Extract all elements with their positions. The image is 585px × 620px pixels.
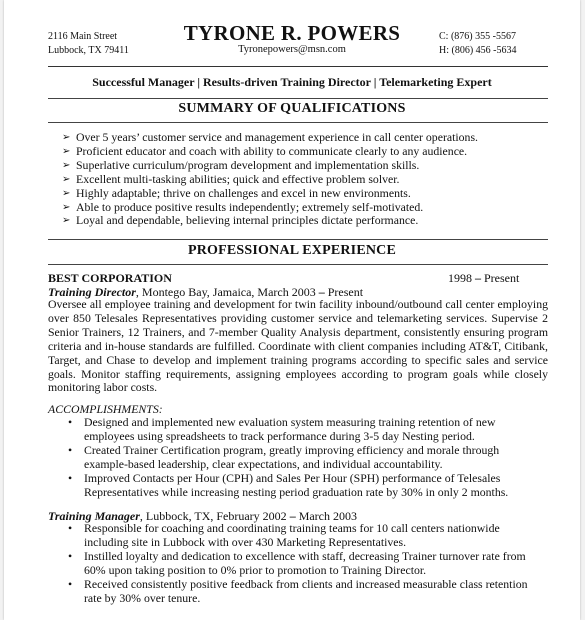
list-item: • Created Trainer Certification program, greatly improving efficiency and morale through example-based leadership, clear expectations, and individual accountability.: [68, 442, 500, 471]
manager-bullets: [68, 522, 538, 605]
header-divider: [48, 66, 548, 67]
bullet-icon: •: [68, 442, 73, 457]
arrow-right-icon: ➢: [62, 201, 71, 213]
summary-bottom-rule: [48, 122, 548, 123]
arrow-right-icon: ➢: [62, 173, 71, 185]
address-street: 2116 Main Street: [48, 31, 118, 42]
list-item: • Responsible for coaching and coordinating training teams for 10 call centers nationwide including site in Lubbock with over 430 Marketing Representatives.: [68, 521, 500, 549]
experience-heading: PROFESSIONAL EXPERIENCE: [187, 243, 397, 258]
qualifications-list: [62, 131, 542, 228]
list-item: • Received consistently positive feedback from clients and increased measurable class retention rate by 30% over tenure.: [68, 576, 528, 605]
accomplishments-list: [68, 416, 538, 499]
role-training-manager: Training Manager, Lubbock, TX, February 2002 – March 2003: [48, 509, 358, 523]
company-name: BEST CORPORATION: [48, 271, 172, 285]
arrow-right-icon: ➢: [62, 132, 71, 143]
list-item: ➢ Highly adaptable; thrive on challenges and excel in new environments.: [62, 185, 411, 200]
role-title: Training Director: [48, 285, 136, 299]
list-item: ➢ Loyal and dependable, believing internal principles dictate performance.: [62, 213, 419, 228]
list-item: ➢ Able to produce positive results independently; extremely self-motivated.: [62, 199, 424, 214]
role-description: Oversee all employee training and development for twin facility inbound/outbound call center employing over 850 Telesales Representatives providing customer service and telemarketing services. Supervise 2 Senior Trainers, 12 Trainers, and 7-member Quality Analysis department, consistently ensuring program criteria and in-house standards are fulfilled. Coordinate with client companies including AT&T, Citibank, Target, and Chase to develop and implement training programs according to specific sales and service goals. Monitor staffing requirements, assigning employees according to program goals while closely monitoring labor costs.: [48, 297, 548, 395]
role-details: , Lubbock, TX, February 2002: [139, 509, 290, 523]
accomplishments-label: ACCOMPLISHMENTS:: [48, 402, 163, 416]
address-city: Lubbock, TX 79411: [48, 45, 129, 56]
role-training-director: Training Director, Montego Bay, Jamaica, March 2003 – Present: [48, 285, 364, 299]
list-item: ➢ Superlative curriculum/program development and implementation skills.: [62, 157, 420, 172]
list-item: ➢ Over 5 years’ customer service and management experience in call center operations.: [62, 130, 478, 144]
company-dates: 1998 – Present: [448, 271, 520, 285]
phone-cell: C: (876) 355 -5567: [439, 31, 516, 42]
bullet-icon: •: [68, 576, 73, 591]
bullet-icon: •: [68, 415, 73, 429]
arrow-right-icon: ➢: [62, 215, 71, 227]
phone-block: [439, 30, 517, 58]
arrow-right-icon: ➢: [62, 145, 71, 157]
role-details: , Montego Bay, Jamaica, March 2003: [135, 285, 319, 299]
summary-heading: SUMMARY OF QUALIFICATIONS: [178, 101, 406, 116]
list-item: • Designed and implemented new evaluation system measuring training retention of new employees using spreadsheets to track performance during 3-5 day Nesting period.: [68, 415, 496, 443]
list-item: ➢ Proficient educator and coach with ability to communicate clearly to any audience.: [62, 143, 468, 158]
resume-page: [4, 0, 580, 620]
arrow-right-icon: ➢: [62, 187, 71, 199]
email-address[interactable]: Tyronepowers@msn.com: [238, 44, 346, 55]
summary-top-rule: [48, 98, 548, 99]
experience-bottom-rule: [48, 264, 548, 265]
tagline: Successful Manager | Results-driven Training Director | Telemarketing Expert: [92, 75, 492, 89]
bullet-icon: •: [68, 548, 73, 563]
experience-top-rule: [48, 239, 548, 240]
bullet-icon: •: [68, 470, 73, 485]
bullet-icon: •: [68, 521, 73, 535]
list-item: • Improved Contacts per Hour (CPH) and Sales Per Hour (SPH) performance of Telesales Representatives while increasing nesting period graduation rate by 30% in only 2 months.: [68, 470, 509, 499]
phone-home: H: (806) 456 -5634: [439, 45, 517, 56]
list-item: ➢ Excellent multi-tasking abilities; quick and effective problem solver.: [62, 171, 400, 186]
arrow-right-icon: ➢: [62, 159, 71, 171]
role-title: Training Manager: [48, 509, 140, 523]
candidate-name: TYRONE R. POWERS: [183, 21, 401, 45]
list-item: • Instilled loyalty and dedication to excellence with staff, decreasing Trainer turnover rate from 60% upon taking position to 0% prior to promotion to Training Director.: [68, 548, 526, 577]
